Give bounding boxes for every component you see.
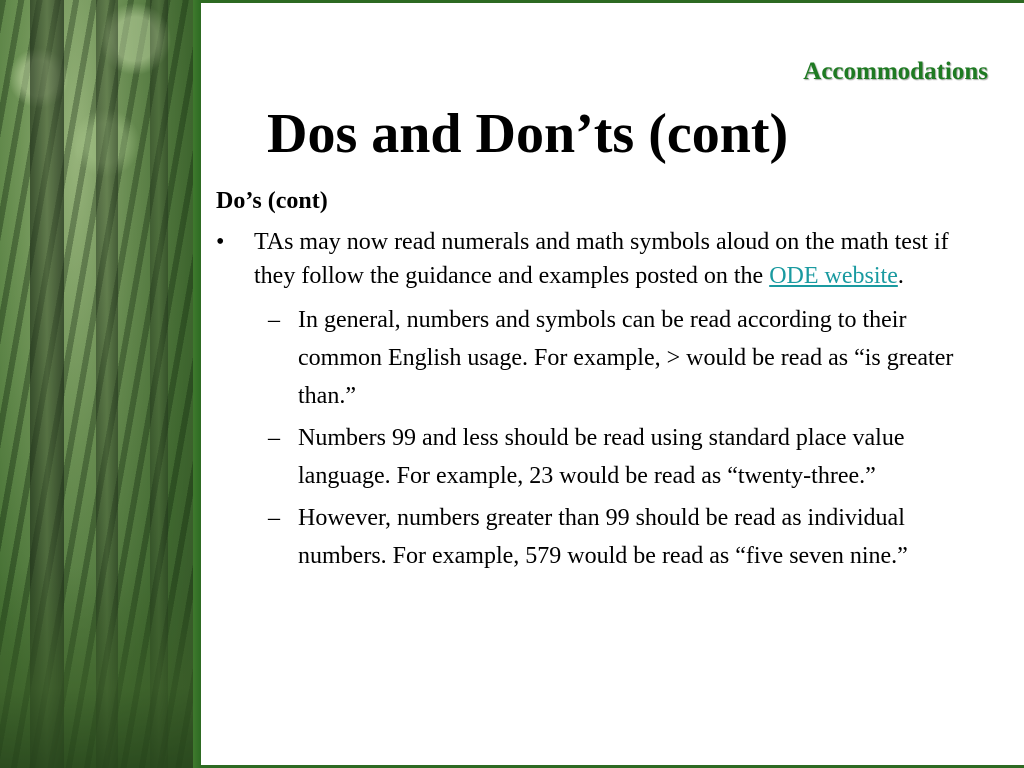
forest-photo [0,0,193,768]
dash-marker: – [268,425,280,451]
slide-title: Dos and Don’ts (cont) [267,103,789,165]
top-rule [201,0,1024,3]
ode-website-link[interactable]: ODE website [769,263,898,289]
bullet-item [216,225,976,293]
sub-bullet-item [216,419,958,495]
bullet-marker: • [216,229,225,255]
dash-marker: – [268,505,280,531]
green-divider-bar [193,0,201,768]
sub-bullet-item [216,499,958,575]
slide-content [216,188,976,579]
sub-bullet-text: Numbers 99 and less should be read using standard place value language. For example, 23 would be read as “twenty-three.” [298,425,905,489]
forest-ground [0,568,193,768]
sub-bullet-item [216,301,958,415]
bullet-text: TAs may now read numerals and math symbols aloud on the math test if they follow the guidance and examples posted on the [254,229,949,289]
sub-bullet-list [216,301,976,575]
sub-bullet-text: In general, numbers and symbols can be read according to their common English usage. For example, > would be read as “is greater than.” [298,307,954,409]
section-label: Accommodations [803,58,988,85]
sub-bullet-text: However, numbers greater than 99 should be read as individual numbers. For example, 579 would be read as “five seven nine.” [298,505,908,569]
subheading: Do’s (cont) [216,188,328,214]
bullet-text-end: . [897,263,904,289]
dash-marker: – [268,307,280,333]
